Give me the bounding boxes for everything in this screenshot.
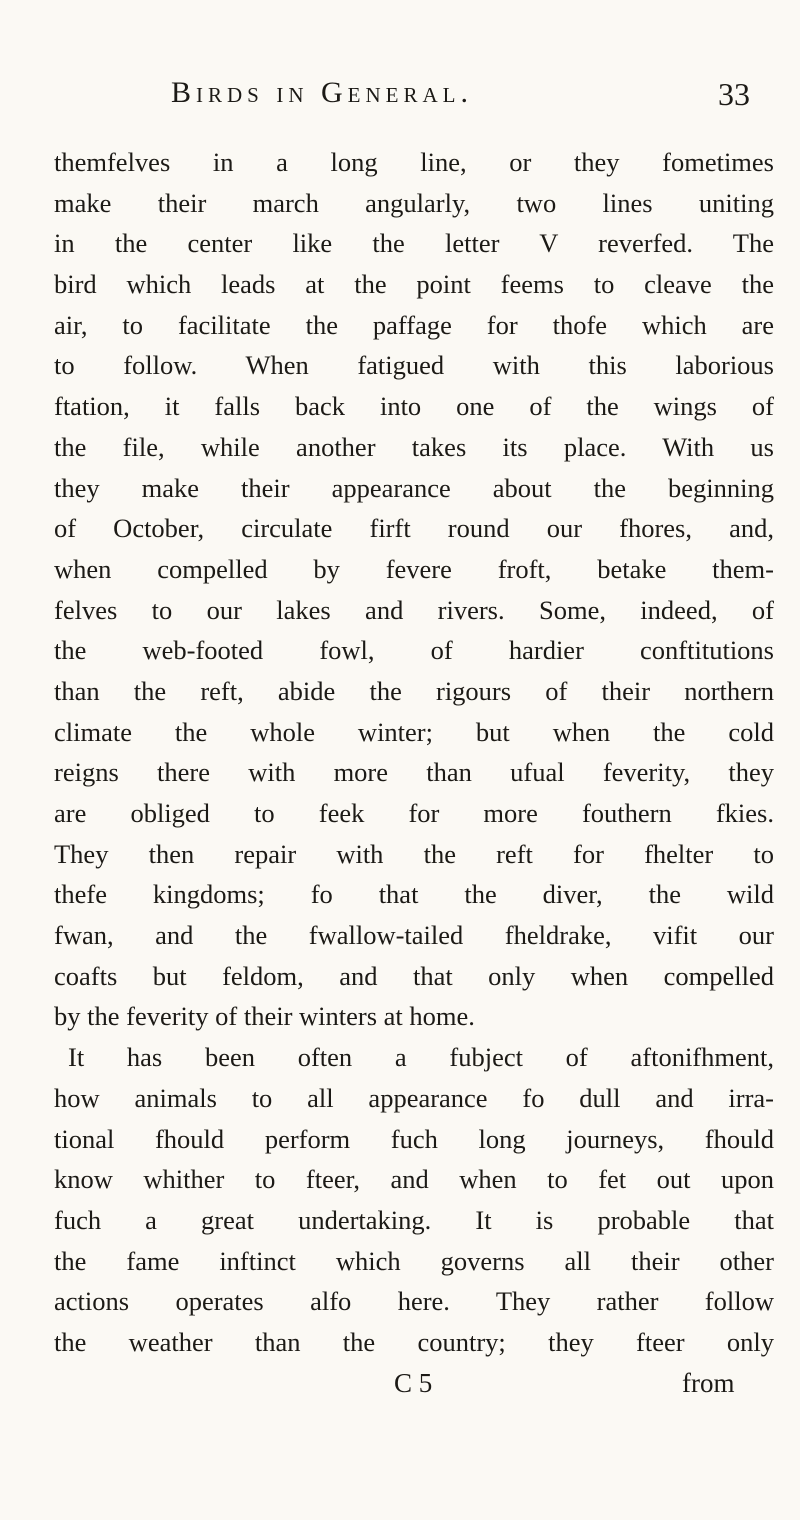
text-line: climate the whole winter; but when the cold (54, 716, 774, 747)
text-line: fwan, and the fwallow-tailed fheldrake, vifit our (54, 920, 774, 951)
text-line: coafts but feldom, and that only when compelled (54, 960, 774, 991)
text-line: thefe kingdoms; fo that the diver, the wild (54, 879, 774, 910)
text-line: air, to facilitate the paffage for thofe which are (54, 309, 774, 340)
text-line: the file, while another takes its place. With us (54, 431, 774, 462)
text-line: tional fhould perform fuch long journeys, fhould (54, 1123, 774, 1154)
running-head: Birds in General. (171, 76, 473, 109)
text-line: themfelves in a long line, or they fometimes (54, 147, 774, 177)
text-line: than the reft, abide the rigours of their northern (54, 675, 774, 706)
signature-mark: C 5 (394, 1368, 433, 1398)
text-line: fuch a great undertaking. It is probable that (54, 1204, 774, 1235)
text-line: they make their appearance about the beginning (54, 472, 774, 503)
page-number: 33 (718, 76, 750, 112)
text-line: to follow. When fatigued with this laborious (54, 350, 774, 381)
text-line: know whither to fteer, and when to fet out upon (54, 1164, 774, 1195)
text-line: in the center like the letter V reverfed. The (54, 228, 774, 259)
catchword: from (682, 1368, 735, 1398)
text-line: bird which leads at the point feems to cleave the (54, 269, 774, 300)
text-line: felves to our lakes and rivers. Some, indeed, of (54, 594, 774, 625)
text-line: reigns there with more than ufual feverity, they (54, 757, 774, 788)
text-line: It has been often a fubject of aftonifhment, (68, 1042, 774, 1073)
text-line: the fame inftinct which governs all their other (54, 1245, 774, 1276)
body-text (54, 142, 774, 1363)
text-line: actions operates alfo here. They rather follow (54, 1286, 774, 1317)
text-line: ftation, it falls back into one of the wings of (54, 391, 774, 422)
text-line: of October, circulate firft round our fhores, and, (54, 513, 774, 544)
text-line: They then repair with the reft for fhelter to (54, 838, 774, 869)
text-line: are obliged to feek for more fouthern fkies. (54, 798, 774, 828)
text-line: the weather than the country; they fteer only (54, 1326, 774, 1357)
page-footer (0, 1368, 800, 1408)
text-line: make their march angularly, two lines uniting (54, 187, 774, 218)
text-line: the web-footed fowl, of hardier conftitutions (54, 635, 774, 666)
text-line: by the feverity of their winters at home. (54, 1001, 475, 1032)
text-line: how animals to all appearance fo dull and irra- (54, 1082, 774, 1113)
text-line: when compelled by fevere froft, betake them- (54, 553, 774, 584)
